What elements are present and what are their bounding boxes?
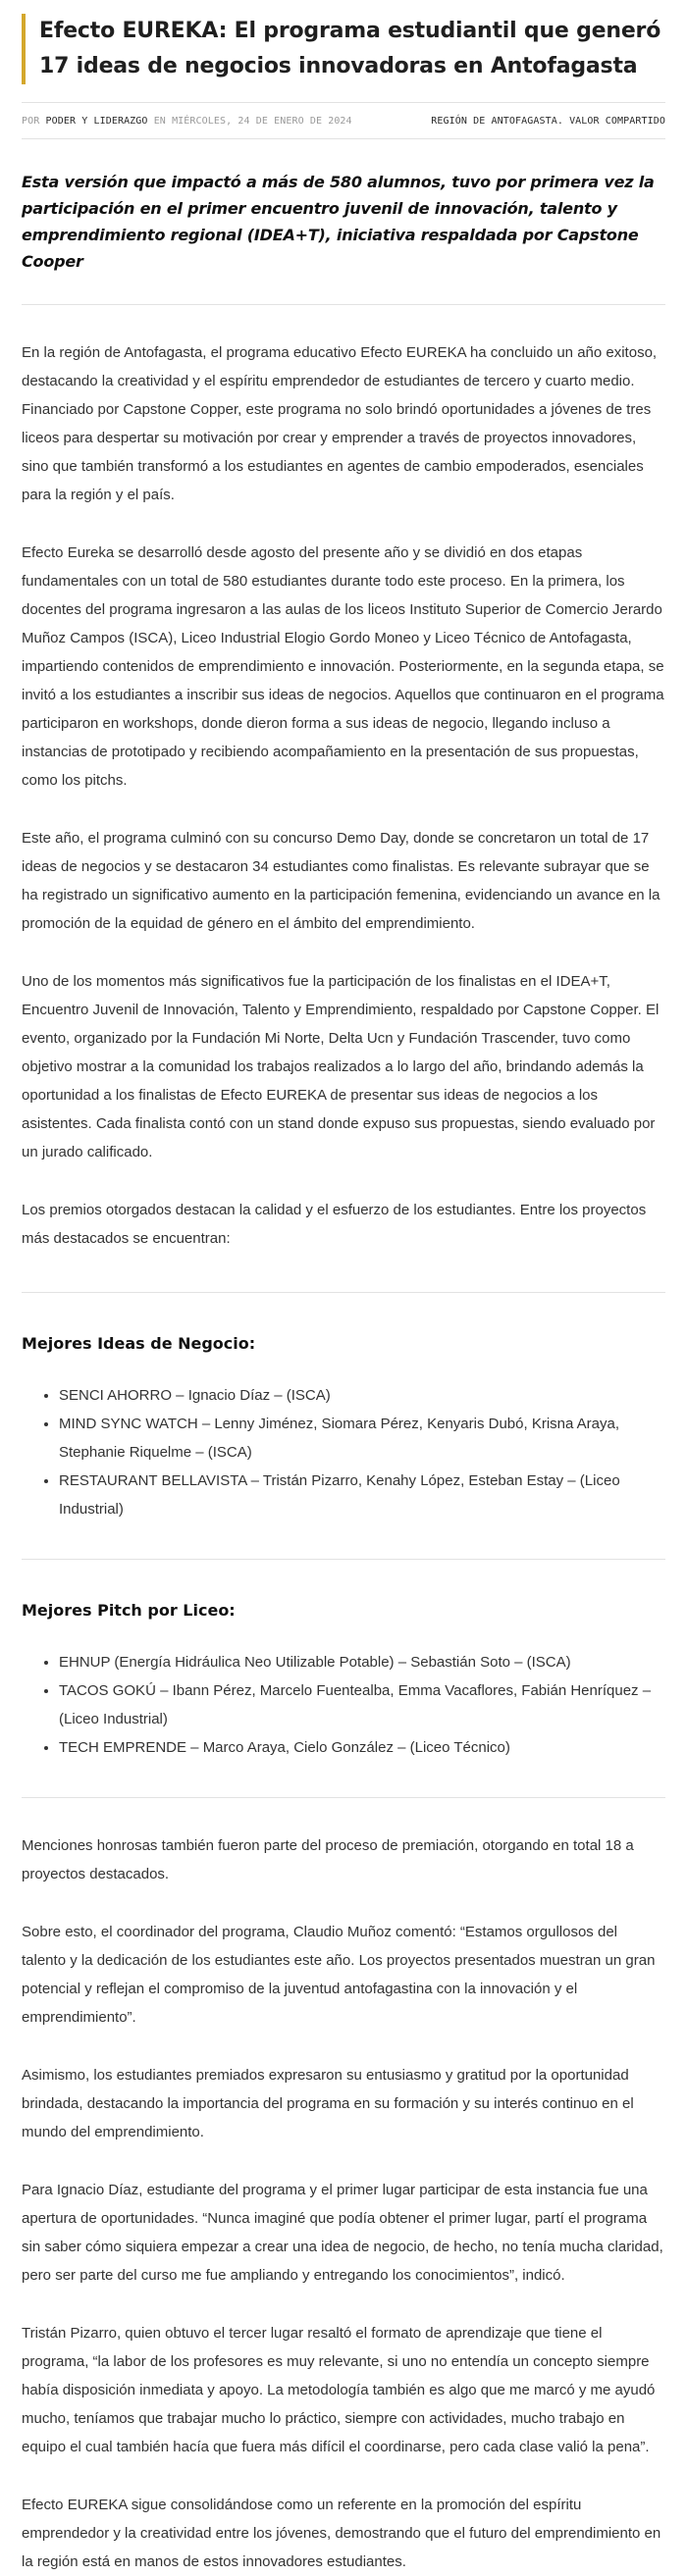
article-lead: Esta versión que impactó a más de 580 alumnos, tuvo por primera vez la participación en el primer encuentro juvenil de innovación, talento y emprendimiento regional (IDEA+T), iniciativa respaldada por Capstone Cooper (22, 173, 655, 271)
article-meta (22, 102, 665, 139)
list-item: • SENCI AHORRO – Ignacio Díaz – (ISCA) (59, 1381, 665, 1410)
best-pitch-list (22, 1648, 665, 1762)
article (0, 14, 687, 2576)
body-paragraph: Sobre esto, el coordinador del programa, Claudio Muñoz comentó: “Estamos orgullosos del talento y la dedicación de los estudiantes este año. Los proyectos presentados muestran un gran potencial y reflejan el compromiso de la juventud antofagastina con la innovación y el emprendimiento”. (22, 1924, 656, 2026)
list-item: • TECH EMPRENDE – Marco Araya, Cielo González – (Liceo Técnico) (59, 1733, 665, 1762)
body-paragraph: Menciones honrosas también fueron parte del proceso de premiación, otorgando en total 18 a proyectos destacados. (22, 1837, 634, 1882)
tag-link[interactable]: . VALOR COMPARTIDO (557, 116, 665, 127)
list-item: • MIND SYNC WATCH – Lenny Jiménez, Siomara Pérez, Kenyaris Dubó, Krisna Araya, Stephanie Riquelme – (ISCA) (59, 1410, 665, 1467)
title-block (22, 14, 665, 84)
meta-por-label: POR (22, 115, 40, 127)
list-item: • RESTAURANT BELLAVISTA – Tristán Pizarro, Kenahy López, Esteban Estay – (Liceo Industrial) (59, 1467, 665, 1523)
body-paragraph: Efecto EUREKA sigue consolidándose como un referente en la promoción del espíritu emprendedor y la creatividad entre los jóvenes, demostrando que el futuro del emprendimiento en la región está en manos de estos innovadores estudiantes. (22, 2497, 661, 2570)
meta-tags (431, 116, 665, 127)
title-accent-bar (22, 14, 26, 84)
body-paragraph: Para Ignacio Díaz, estudiante del programa y el primer lugar participar de esta instancia fue una apertura de oportunidades. “Nunca imaginé que podía obtener el primer lugar, partí el programa sin saber cómo siquiera empezar a crear una idea de negocio, de hecho, no tenía mucha claridad, pero ser parte del curso me fue ampliando y entregando los conocimientos”, indicó. (22, 2182, 663, 2284)
meta-byline (22, 116, 352, 127)
section-heading-best-pitch: Mejores Pitch por Liceo: (22, 1601, 236, 1620)
body-paragraph: Los premios otorgados destacan la calidad y el esfuerzo de los estudiantes. Entre los proyectos más destacados se encuentran: (22, 1202, 647, 1247)
body-paragraph: Efecto Eureka se desarrolló desde agosto del presente año y se dividió en dos etapas fundamentales con un total de 580 estudiantes durante todo este proceso. En la primera, los docentes del programa ingresaron a las aulas de los liceos Instituto Superior de Comercio Jerardo Muñoz Campos (ISCA), Liceo Industrial Elogio Gordo Moneo y Liceo Técnico de Antofagasta, impartiendo contenidos de emprendimiento e innovación. Posteriormente, en la segunda etapa, se invitó a los estudiantes a inscribir sus ideas de negocios. Aquellos que continuaron en el programa participaron en workshops, donde dieron forma a sus ideas de negocio, llegando incluso a instancias de prototipado y recibiendo acompañamiento en la presentación de sus propuestas, como los pitchs. (22, 544, 664, 789)
list-item: • TACOS GOKÚ – Ibann Pérez, Marcelo Fuentealba, Emma Vacaflores, Fabián Henríquez – (Liceo Industrial) (59, 1676, 665, 1733)
body-paragraph: Asimismo, los estudiantes premiados expresaron su entusiasmo y gratitud por la oportunidad brindada, destacando la importancia del programa en su formación y su interés continuo en el mundo del emprendimiento. (22, 2067, 634, 2140)
category-link[interactable]: PODER Y LIDERAZGO (45, 115, 148, 127)
body-paragraph: Uno de los momentos más significativos fue la participación de los finalistas en el IDEA+T, Encuentro Juvenil de Innovación, Talento y Emprendimiento, respaldado por Capstone Copper. El evento, organizado por la Fundación Mi Norte, Delta Ucn y Fundación Trascender, tuvo como objetivo mostrar a la comunidad los trabajos realizados a lo largo del año, brindando además la oportunidad a los finalistas de Efecto EUREKA de presentar sus ideas de negocios a los asistentes. Cada finalista contó con un stand donde expuso sus propuestas, siendo evaluado por un jurado calificado. (22, 973, 660, 1160)
business-ideas-list (22, 1381, 665, 1523)
body-paragraph: En la región de Antofagasta, el programa educativo Efecto EUREKA ha concluido un año exitoso, destacando la creatividad y el espíritu emprendedor de estudiantes de tercero y cuarto medio. Financiado por Capstone Copper, este programa no solo brindó oportunidades a jóvenes de tres liceos para despertar su motivación por crear y emprender a través de proyectos innovadores, sino que también transformó a los estudiantes en agentes de cambio empoderados, esenciales para la región y el país. (22, 344, 658, 503)
tag-link[interactable]: REGIÓN DE ANTOFAGASTA (431, 115, 557, 127)
body-paragraph: Tristán Pizarro, quien obtuvo el tercer lugar resaltó el formato de aprendizaje que tiene el programa, “la labor de los profesores es muy relevante, si uno no entendía un concepto siempre había disposición inmediata y apoyo. La metodología también es algo que me marcó y me ayudó mucho, teníamos que trabajar mucho lo práctico, siempre con actividades, mucho trabajo en equipo el cual también hacía que fuera más difícil el coordinarse, pero cada clase valió la pena”. (22, 2325, 656, 2455)
meta-en-label: EN (153, 115, 166, 127)
publish-date: MIÉRCOLES, 24 DE ENERO DE 2024 (172, 115, 352, 127)
section-heading-business-ideas: Mejores Ideas de Negocio: (22, 1334, 256, 1353)
list-item: • EHNUP (Energía Hidráulica Neo Utilizable Potable) – Sebastián Soto – (ISCA) (59, 1648, 665, 1676)
body-paragraph: Este año, el programa culminó con su concurso Demo Day, donde se concretaron un total de 17 ideas de negocios y se destacaron 34 estudiantes como finalistas. Es relevante subrayar que se ha registrado un significativo aumento en la participación femenina, evidenciando un avance en la promoción de la equidad de género en el ámbito del emprendimiento. (22, 830, 661, 932)
article-title: Efecto EUREKA: El programa estudiantil que generó 17 ideas de negocios innovadoras en Antofagasta (39, 19, 661, 78)
